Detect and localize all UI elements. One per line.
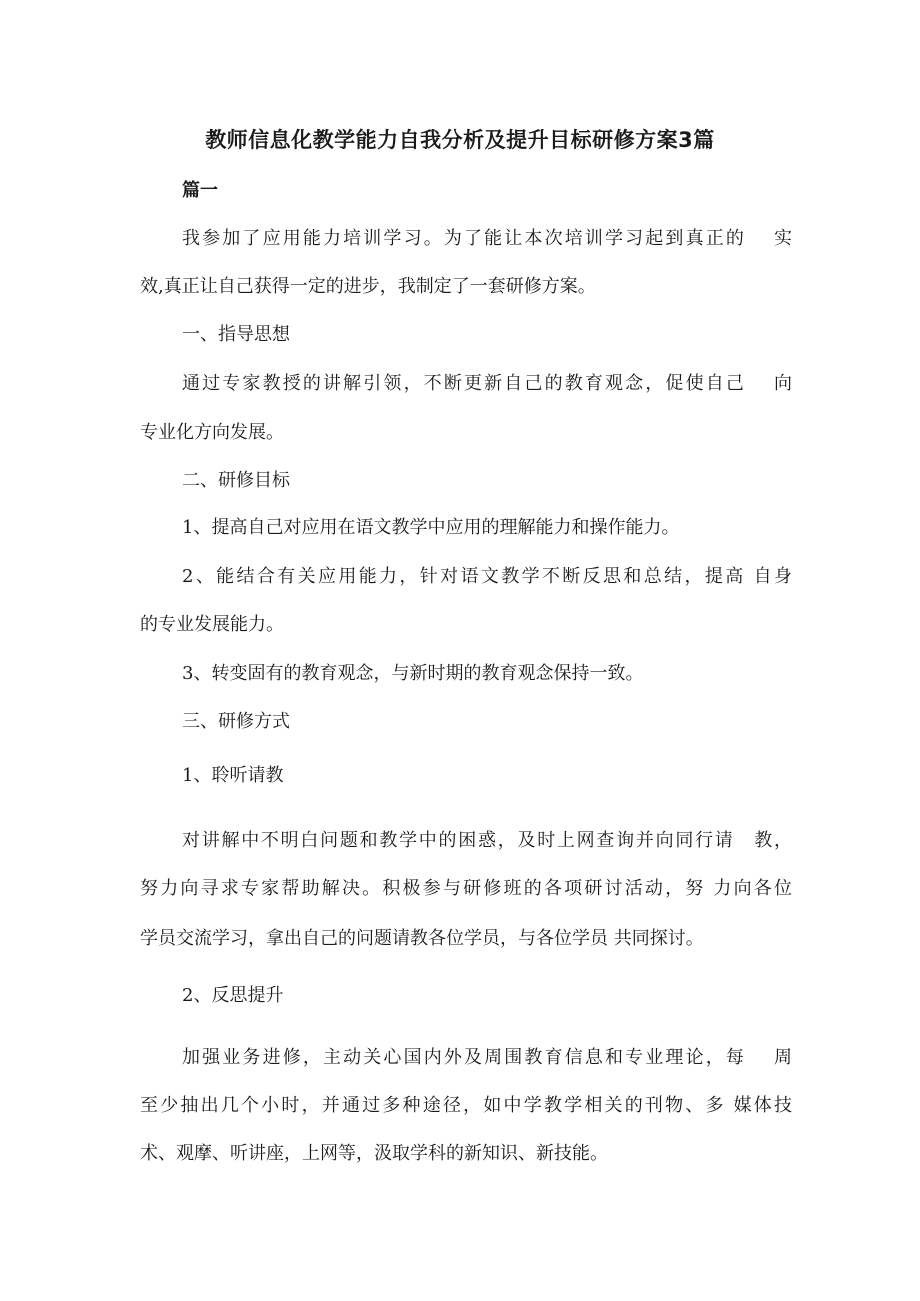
paragraph-line: 的专业发展能力。 bbox=[140, 614, 284, 635]
document-title: 教师信息化教学能力自我分析及提升目标研修方案3篇 bbox=[205, 128, 715, 152]
paragraph-line: 对讲解中不明白问题和教学中的困惑，及时上网查询并向同行请 教， bbox=[182, 830, 792, 851]
paragraph-line: 效,真正让自己获得一定的进步，我制定了一套研修方案。 bbox=[140, 276, 596, 297]
list-item: 2、能结合有关应用能力，针对语文教学不断反思和总结，提高 自身 bbox=[182, 566, 792, 587]
paragraph-line: 通过专家教授的讲解引领，不断更新自己的教育观念，促使自己 向 bbox=[182, 373, 792, 394]
subheading-reflect-improve: 2、反思提升 bbox=[182, 985, 284, 1006]
paragraph-line: 我参加了应用能力培训学习。为了能让本次培训学习起到真正的 实 bbox=[182, 228, 792, 249]
paragraph-line: 至少抽出几个小时，并通过多种途径，如中学教学相关的刊物、多 媒体技 bbox=[140, 1095, 792, 1116]
heading-guiding-idea: 一、指导思想 bbox=[182, 324, 290, 345]
paragraph-line: 学员交流学习，拿出自己的问题请教各位学员，与各位学员 共同探讨。 bbox=[140, 928, 704, 949]
heading-study-methods: 三、研修方式 bbox=[182, 711, 290, 732]
paragraph-line: 术、观摩、听讲座，上网等，汲取学科的新知识、新技能。 bbox=[140, 1143, 608, 1164]
paragraph-line: 加强业务进修，主动关心国内外及周围教育信息和专业理论，每 周 bbox=[182, 1047, 792, 1068]
subheading-listen-ask: 1、聆听请教 bbox=[182, 765, 284, 786]
list-item: 3、转变固有的教育观念，与新时期的教育观念保持一致。 bbox=[182, 663, 644, 684]
paragraph-line: 努力向寻求专家帮助解决。积极参与研修班的各项研讨活动，努 力向各位 bbox=[140, 878, 792, 899]
section-heading: 篇一 bbox=[182, 180, 218, 201]
heading-study-goals: 二、研修目标 bbox=[182, 470, 290, 491]
list-item: 1、提高自己对应用在语文教学中应用的理解能力和操作能力。 bbox=[182, 517, 680, 538]
paragraph-line: 专业化方向发展。 bbox=[140, 422, 284, 443]
